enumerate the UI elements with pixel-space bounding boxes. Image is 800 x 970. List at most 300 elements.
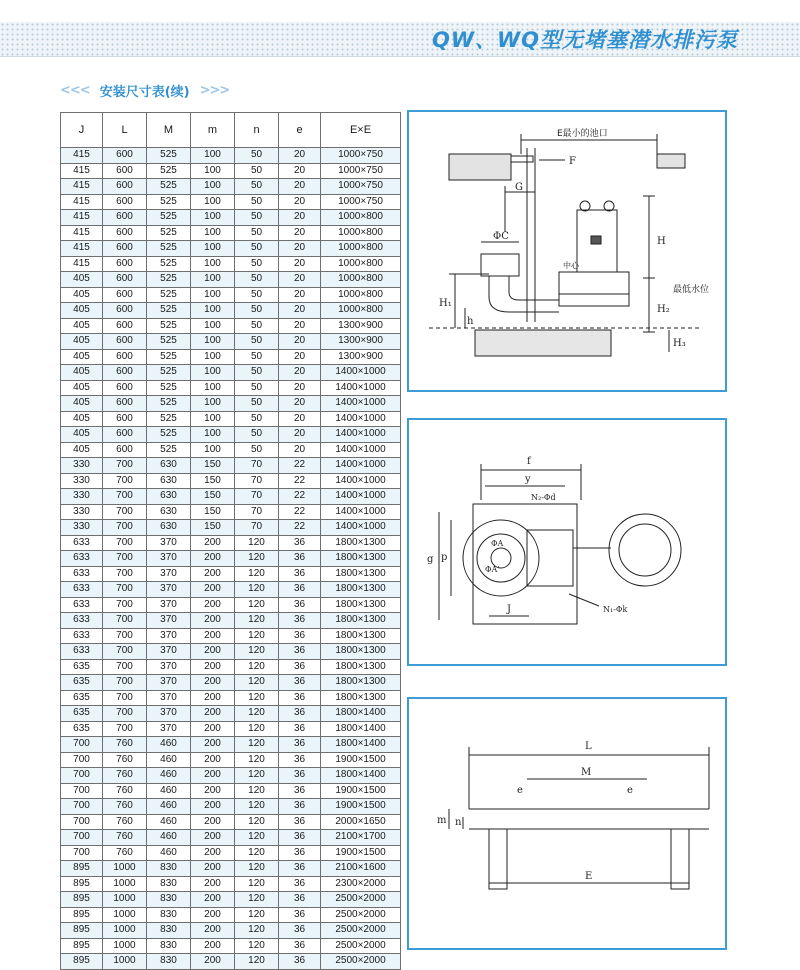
cell-l: 700 — [103, 721, 147, 737]
cell-e: 36 — [279, 799, 321, 815]
cell-n: 120 — [235, 830, 279, 846]
table-row — [61, 597, 401, 613]
cell-l: 760 — [103, 845, 147, 861]
cell-exe: 1300×900 — [321, 334, 401, 350]
cell-m-lower: 200 — [191, 659, 235, 675]
cell-e: 36 — [279, 628, 321, 644]
cell-m-upper: 370 — [147, 690, 191, 706]
cell-j: 405 — [61, 396, 103, 412]
cell-exe: 1800×1400 — [321, 737, 401, 753]
cell-e: 20 — [279, 380, 321, 396]
cell-e: 36 — [279, 690, 321, 706]
dim-phi-a-label: ΦA — [491, 539, 504, 548]
cell-m-lower: 100 — [191, 396, 235, 412]
cell-n: 120 — [235, 814, 279, 830]
cell-n: 120 — [235, 907, 279, 923]
cell-m-lower: 200 — [191, 954, 235, 970]
cell-exe: 1800×1300 — [321, 566, 401, 582]
plan-view-diagram — [409, 420, 725, 664]
cell-m-lower: 200 — [191, 535, 235, 551]
cell-j: 330 — [61, 504, 103, 520]
cell-n: 50 — [235, 241, 279, 257]
cell-e: 20 — [279, 442, 321, 458]
table-row — [61, 721, 401, 737]
cell-j: 415 — [61, 241, 103, 257]
cell-e: 36 — [279, 830, 321, 846]
table-row — [61, 489, 401, 505]
cell-exe: 1300×900 — [321, 318, 401, 334]
cell-j: 633 — [61, 535, 103, 551]
cell-m-upper: 370 — [147, 659, 191, 675]
table-row — [61, 752, 401, 768]
cell-exe: 1000×750 — [321, 179, 401, 195]
cell-n: 50 — [235, 194, 279, 210]
cell-e: 36 — [279, 783, 321, 799]
cell-m-lower: 200 — [191, 690, 235, 706]
cell-e: 20 — [279, 349, 321, 365]
cell-j: 635 — [61, 706, 103, 722]
cell-j: 895 — [61, 892, 103, 908]
table-row — [61, 458, 401, 474]
cell-m-upper: 525 — [147, 427, 191, 443]
col-header-e: e — [279, 113, 321, 148]
cell-e: 36 — [279, 566, 321, 582]
cell-l: 600 — [103, 442, 147, 458]
cell-e: 20 — [279, 396, 321, 412]
cell-e: 36 — [279, 768, 321, 784]
cell-exe: 1800×1400 — [321, 721, 401, 737]
cell-j: 700 — [61, 814, 103, 830]
cell-exe: 1400×1000 — [321, 396, 401, 412]
cell-m-lower: 100 — [191, 272, 235, 288]
cell-e: 36 — [279, 814, 321, 830]
table-row — [61, 504, 401, 520]
cell-m-upper: 525 — [147, 241, 191, 257]
cell-m-lower: 100 — [191, 411, 235, 427]
cell-exe: 1400×1000 — [321, 458, 401, 474]
dim-n1-label: N₁-Φk — [603, 605, 628, 614]
cell-l: 600 — [103, 272, 147, 288]
dim-l-label: L — [585, 741, 592, 752]
table-row — [61, 783, 401, 799]
cell-j: 405 — [61, 318, 103, 334]
cell-n: 120 — [235, 923, 279, 939]
cell-m-lower: 200 — [191, 892, 235, 908]
cell-n: 50 — [235, 318, 279, 334]
cell-l: 760 — [103, 814, 147, 830]
cell-n: 120 — [235, 706, 279, 722]
cell-exe: 1000×800 — [321, 287, 401, 303]
cell-n: 50 — [235, 163, 279, 179]
cell-m-lower: 100 — [191, 380, 235, 396]
cell-l: 600 — [103, 396, 147, 412]
cell-j: 415 — [61, 256, 103, 272]
cell-e: 36 — [279, 845, 321, 861]
cell-l: 760 — [103, 737, 147, 753]
cell-j: 415 — [61, 225, 103, 241]
cell-exe: 2500×2000 — [321, 907, 401, 923]
cell-e: 20 — [279, 427, 321, 443]
section-title-text: 安装尺寸表(续) — [99, 84, 190, 100]
cell-m-lower: 200 — [191, 814, 235, 830]
table-row — [61, 194, 401, 210]
plan-view-diagram-panel — [407, 418, 727, 666]
cell-l: 700 — [103, 675, 147, 691]
table-row — [61, 520, 401, 536]
cell-n: 70 — [235, 504, 279, 520]
cell-l: 700 — [103, 644, 147, 660]
cell-j: 415 — [61, 148, 103, 164]
cell-exe: 1400×1000 — [321, 473, 401, 489]
cell-l: 600 — [103, 349, 147, 365]
cell-e: 20 — [279, 210, 321, 226]
table-row — [61, 163, 401, 179]
cell-exe: 1300×900 — [321, 349, 401, 365]
table-row — [61, 411, 401, 427]
cell-m-upper: 525 — [147, 225, 191, 241]
arrows-right-icon: >>> — [199, 82, 230, 98]
cell-l: 700 — [103, 613, 147, 629]
cell-n: 120 — [235, 721, 279, 737]
cell-exe: 1400×1000 — [321, 442, 401, 458]
cell-e: 22 — [279, 458, 321, 474]
cell-m-upper: 370 — [147, 566, 191, 582]
table-row — [61, 566, 401, 582]
cell-m-lower: 100 — [191, 148, 235, 164]
col-header-m-lower: m — [191, 113, 235, 148]
cell-exe: 1400×1000 — [321, 504, 401, 520]
installation-diagram — [409, 112, 725, 390]
cell-m-lower: 200 — [191, 861, 235, 877]
table-row — [61, 644, 401, 660]
cell-m-lower: 200 — [191, 628, 235, 644]
cell-n: 120 — [235, 954, 279, 970]
cell-m-lower: 200 — [191, 845, 235, 861]
cell-l: 760 — [103, 783, 147, 799]
cell-l: 600 — [103, 411, 147, 427]
dim-g-label: G — [515, 182, 523, 193]
table-row — [61, 365, 401, 381]
cell-j: 700 — [61, 768, 103, 784]
cell-l: 700 — [103, 706, 147, 722]
cell-n: 50 — [235, 396, 279, 412]
table-row — [61, 287, 401, 303]
cell-exe: 1400×1000 — [321, 520, 401, 536]
cell-l: 1000 — [103, 923, 147, 939]
cell-m-upper: 370 — [147, 628, 191, 644]
cell-e: 22 — [279, 489, 321, 505]
cell-e: 36 — [279, 675, 321, 691]
cell-n: 120 — [235, 876, 279, 892]
cell-l: 600 — [103, 334, 147, 350]
cell-j: 700 — [61, 737, 103, 753]
table-row — [61, 923, 401, 939]
cell-exe: 1800×1300 — [321, 582, 401, 598]
cell-l: 760 — [103, 752, 147, 768]
cell-l: 700 — [103, 597, 147, 613]
dim-h2-label: H₂ — [657, 304, 670, 315]
cell-l: 760 — [103, 768, 147, 784]
cell-exe: 2100×1600 — [321, 861, 401, 877]
dim-f-label: F — [569, 156, 576, 167]
table-row — [61, 892, 401, 908]
table-row — [61, 303, 401, 319]
cell-n: 50 — [235, 303, 279, 319]
cell-exe: 1000×800 — [321, 272, 401, 288]
cell-m-upper: 525 — [147, 272, 191, 288]
cell-l: 600 — [103, 287, 147, 303]
cell-m-upper: 460 — [147, 830, 191, 846]
cell-m-upper: 525 — [147, 411, 191, 427]
dim-g-lower-label: g — [427, 554, 434, 565]
cell-exe: 1400×1000 — [321, 489, 401, 505]
center-label: 中心 — [563, 261, 579, 270]
cell-l: 1000 — [103, 954, 147, 970]
cell-exe: 1800×1300 — [321, 535, 401, 551]
header-divider — [0, 56, 800, 57]
cell-n: 120 — [235, 783, 279, 799]
table-row — [61, 845, 401, 861]
cell-e: 36 — [279, 721, 321, 737]
dim-e-right-label: e — [627, 785, 633, 796]
cell-exe: 1800×1400 — [321, 706, 401, 722]
cell-exe: 1400×1000 — [321, 411, 401, 427]
cell-m-lower: 200 — [191, 768, 235, 784]
cell-e: 36 — [279, 954, 321, 970]
cell-e: 20 — [279, 334, 321, 350]
cell-j: 700 — [61, 845, 103, 861]
cell-exe: 2300×2000 — [321, 876, 401, 892]
cell-e: 20 — [279, 411, 321, 427]
table-row — [61, 907, 401, 923]
cell-m-lower: 200 — [191, 799, 235, 815]
dim-m-lower-label: m — [437, 815, 447, 826]
cell-exe: 1800×1400 — [321, 768, 401, 784]
spec-table — [60, 112, 401, 970]
cell-j: 895 — [61, 861, 103, 877]
cell-j: 633 — [61, 613, 103, 629]
table-row — [61, 876, 401, 892]
cell-e: 20 — [279, 225, 321, 241]
cell-m-lower: 200 — [191, 721, 235, 737]
cell-m-lower: 100 — [191, 427, 235, 443]
cell-j: 895 — [61, 907, 103, 923]
table-row — [61, 349, 401, 365]
arrows-left-icon: <<< — [60, 82, 90, 98]
cell-m-lower: 200 — [191, 752, 235, 768]
cell-m-upper: 370 — [147, 613, 191, 629]
cell-j: 405 — [61, 411, 103, 427]
cell-e: 36 — [279, 752, 321, 768]
cell-m-upper: 370 — [147, 582, 191, 598]
cell-m-lower: 200 — [191, 876, 235, 892]
cell-e: 20 — [279, 256, 321, 272]
cell-j: 895 — [61, 876, 103, 892]
cell-m-lower: 100 — [191, 303, 235, 319]
cell-n: 50 — [235, 225, 279, 241]
cell-m-upper: 525 — [147, 210, 191, 226]
table-row — [61, 334, 401, 350]
cell-n: 120 — [235, 861, 279, 877]
dim-n2-label: N₂-Φd — [531, 493, 556, 502]
cell-j: 405 — [61, 442, 103, 458]
table-row — [61, 148, 401, 164]
cell-j: 330 — [61, 489, 103, 505]
cell-j: 330 — [61, 473, 103, 489]
cell-j: 330 — [61, 458, 103, 474]
cell-m-upper: 525 — [147, 334, 191, 350]
cell-m-lower: 100 — [191, 210, 235, 226]
cell-m-upper: 525 — [147, 396, 191, 412]
cell-l: 700 — [103, 473, 147, 489]
cell-m-lower: 100 — [191, 334, 235, 350]
cell-j: 405 — [61, 427, 103, 443]
cell-m-upper: 525 — [147, 318, 191, 334]
cell-l: 600 — [103, 163, 147, 179]
cell-m-upper: 525 — [147, 163, 191, 179]
table-row — [61, 473, 401, 489]
cell-exe: 2000×1650 — [321, 814, 401, 830]
cell-j: 415 — [61, 194, 103, 210]
cell-e: 20 — [279, 287, 321, 303]
cell-m-upper: 370 — [147, 675, 191, 691]
cell-n: 50 — [235, 179, 279, 195]
cell-n: 120 — [235, 659, 279, 675]
cell-m-lower: 200 — [191, 938, 235, 954]
cell-j: 633 — [61, 566, 103, 582]
cell-n: 50 — [235, 256, 279, 272]
pit-opening-label: E最小的池口 — [557, 129, 608, 139]
dim-f-lower-label: f — [527, 456, 531, 467]
cell-l: 600 — [103, 179, 147, 195]
cell-exe: 1000×800 — [321, 225, 401, 241]
cell-j: 415 — [61, 179, 103, 195]
cell-exe: 2500×2000 — [321, 923, 401, 939]
cell-l: 700 — [103, 566, 147, 582]
cell-l: 700 — [103, 535, 147, 551]
cell-j: 405 — [61, 272, 103, 288]
cell-l: 760 — [103, 830, 147, 846]
cell-j: 330 — [61, 520, 103, 536]
table-row — [61, 814, 401, 830]
dim-m-upper-label: M — [581, 767, 592, 778]
cell-j: 633 — [61, 551, 103, 567]
cell-m-lower: 200 — [191, 566, 235, 582]
dim-n-label: n — [455, 817, 462, 828]
cell-e: 36 — [279, 582, 321, 598]
cell-e: 20 — [279, 272, 321, 288]
table-row — [61, 225, 401, 241]
dim-e-left-label: e — [517, 785, 523, 796]
table-row — [61, 272, 401, 288]
cell-j: 633 — [61, 597, 103, 613]
rail-frame-diagram — [409, 699, 725, 948]
cell-n: 120 — [235, 644, 279, 660]
cell-m-upper: 370 — [147, 535, 191, 551]
cell-m-lower: 200 — [191, 597, 235, 613]
cell-m-upper: 630 — [147, 489, 191, 505]
col-header-m-upper: M — [147, 113, 191, 148]
table-row — [61, 830, 401, 846]
cell-j: 700 — [61, 830, 103, 846]
cell-exe: 1000×800 — [321, 241, 401, 257]
cell-exe: 1000×750 — [321, 194, 401, 210]
cell-j: 895 — [61, 954, 103, 970]
cell-l: 700 — [103, 659, 147, 675]
cell-l: 600 — [103, 210, 147, 226]
cell-exe: 1400×1000 — [321, 427, 401, 443]
table-row — [61, 210, 401, 226]
cell-n: 120 — [235, 799, 279, 815]
cell-e: 20 — [279, 163, 321, 179]
cell-m-lower: 100 — [191, 349, 235, 365]
table-row — [61, 628, 401, 644]
cell-l: 700 — [103, 504, 147, 520]
cell-m-lower: 200 — [191, 706, 235, 722]
cell-n: 50 — [235, 272, 279, 288]
cell-j: 405 — [61, 303, 103, 319]
cell-m-lower: 200 — [191, 644, 235, 660]
cell-exe: 1800×1300 — [321, 644, 401, 660]
cell-m-upper: 460 — [147, 845, 191, 861]
cell-m-upper: 370 — [147, 721, 191, 737]
cell-e: 36 — [279, 706, 321, 722]
cell-n: 70 — [235, 473, 279, 489]
cell-m-lower: 200 — [191, 783, 235, 799]
cell-exe: 1900×1500 — [321, 783, 401, 799]
cell-l: 700 — [103, 520, 147, 536]
cell-m-upper: 630 — [147, 458, 191, 474]
cell-e: 20 — [279, 148, 321, 164]
cell-n: 50 — [235, 349, 279, 365]
cell-exe: 1800×1300 — [321, 597, 401, 613]
cell-m-lower: 100 — [191, 442, 235, 458]
cell-m-lower: 200 — [191, 582, 235, 598]
cell-m-lower: 100 — [191, 318, 235, 334]
cell-j: 635 — [61, 690, 103, 706]
cell-l: 600 — [103, 241, 147, 257]
cell-n: 120 — [235, 613, 279, 629]
cell-m-upper: 525 — [147, 194, 191, 210]
cell-exe: 1000×800 — [321, 256, 401, 272]
cell-n: 50 — [235, 210, 279, 226]
cell-j: 405 — [61, 365, 103, 381]
cell-exe: 2100×1700 — [321, 830, 401, 846]
cell-l: 600 — [103, 303, 147, 319]
cell-n: 50 — [235, 442, 279, 458]
table-row — [61, 396, 401, 412]
cell-n: 120 — [235, 938, 279, 954]
table-row — [61, 427, 401, 443]
cell-n: 120 — [235, 597, 279, 613]
cell-e: 22 — [279, 504, 321, 520]
cell-e: 36 — [279, 613, 321, 629]
table-row — [61, 613, 401, 629]
col-header-j: J — [61, 113, 103, 148]
dim-y-label: y — [525, 474, 531, 485]
cell-n: 120 — [235, 768, 279, 784]
dim-h-small-label: h — [467, 316, 474, 327]
cell-m-lower: 100 — [191, 365, 235, 381]
cell-n: 120 — [235, 675, 279, 691]
cell-m-upper: 370 — [147, 706, 191, 722]
table-row — [61, 768, 401, 784]
cell-m-upper: 525 — [147, 287, 191, 303]
cell-m-upper: 830 — [147, 876, 191, 892]
cell-m-lower: 200 — [191, 613, 235, 629]
cell-j: 415 — [61, 163, 103, 179]
cell-l: 1000 — [103, 861, 147, 877]
